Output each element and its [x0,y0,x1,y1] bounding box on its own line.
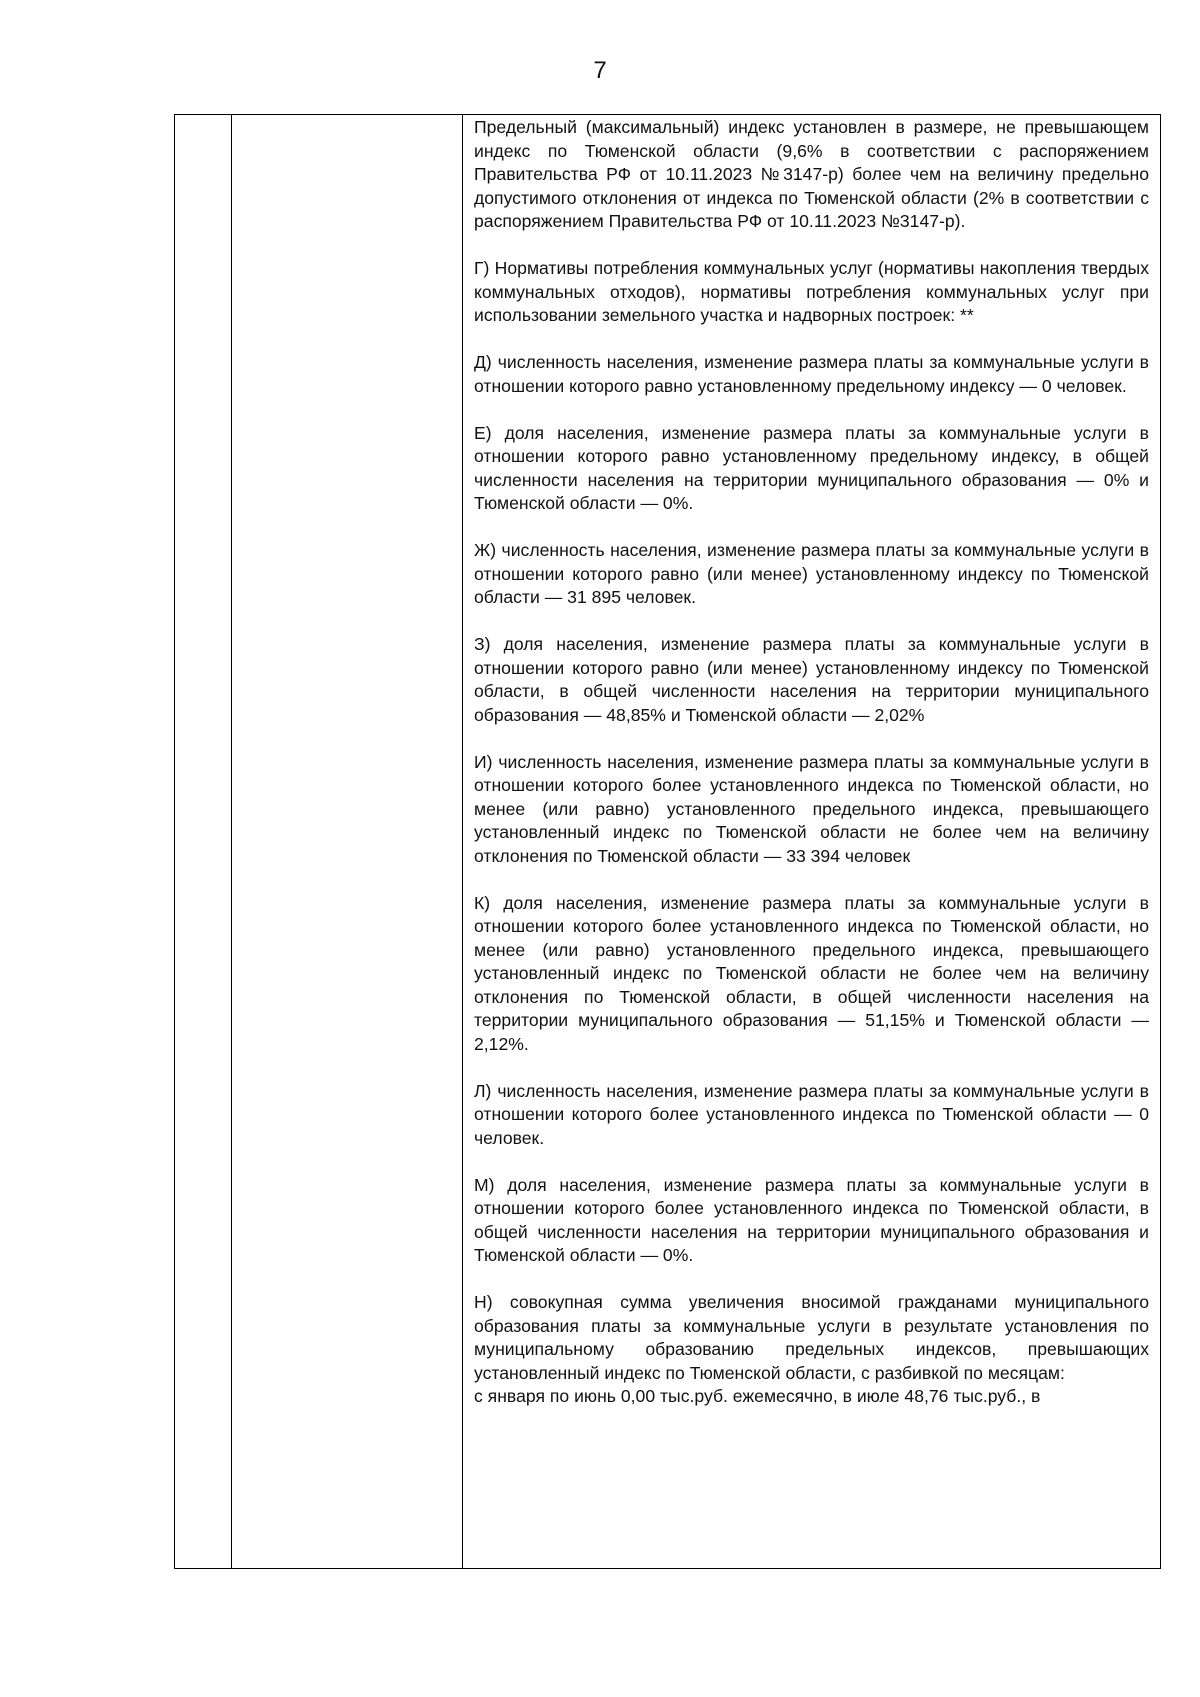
paragraph-l: Л) численность населения, изменение размера платы за коммунальные услуги в отношении которого более установленного индекса по Тюменской области — 0 человек. [474,1080,1149,1148]
paragraph-index-note: Предельный (максимальный) индекс установлен в размере, не превышающем индекс по Тюменской области (9,6% в соответствии с распоряжением Правительства РФ от 10.11.2023 №3147-р) более чем на величину предельно допустимого отклонения от индекса по Тюменской области (2% в соответствии с распоряжением Правительства РФ от 10.11.2023 №3147-р). [474,117,1149,231]
paragraph-m: М) доля населения, изменение размера платы за коммунальные услуги в отношении которого более установленного индекса по Тюменской области, в общей численности населения на территории муниципального образования и Тюменской области — 0%. [474,1174,1149,1265]
paragraph-e: Е) доля населения, изменение размера платы за коммунальные услуги в отношении которого равно установленному предельному индексу, в общей численности населения на территории муниципального образования — 0% и Тюменской области — 0%. [474,422,1149,513]
paragraph-k: К) доля населения, изменение размера платы за коммунальные услуги в отношении которого более установленного индекса по Тюменской области, но менее (или равно) установленного предельного индекса, превышающего установленный индекс по Тюменской области не более чем на величину отклонения по Тюменской области, в общей численности населения на территории муниципального образования — 51,15% и Тюменской области — 2,12%. [474,892,1149,1054]
content-cell [463,115,1161,1569]
paragraph-zh: Ж) численность населения, изменение размера платы за коммунальные услуги в отношении которого равно (или менее) установленному индексу по Тюменской области — 31 895 человек. [474,540,1149,607]
document-table [174,114,1161,1569]
name-cell [232,115,463,1569]
paragraph-i: И) численность населения, изменение размера платы за коммунальные услуги в отношении которого более установленного индекса по Тюменской области, но менее (или равно) установленного предельного индекса, превышающего установленный индекс по Тюменской области не более чем на величину отклонения по Тюменской области — 33 394 человек [474,751,1149,866]
paragraph-z: З) доля населения, изменение размера платы за коммунальные услуги в отношении которого равно (или менее) установленному индексу по Тюменской области, в общей численности населения на территории муниципального образования — 48,85% и Тюменской области — 2,02% [474,634,1149,725]
table-row [175,115,1161,1569]
paragraph-g: Г) Нормативы потребления коммунальных услуг (нормативы накопления твердых коммунальных отходов), нормативы потребления коммунальных услуг при использовании земельного участка и надворных построек: ** [474,258,1149,325]
paragraph-d: Д) численность населения, изменение размера платы за коммунальные услуги в отношении которого равно установленному предельному индексу — 0 человек. [474,352,1149,396]
page-number: 7 [593,57,607,84]
number-cell [175,115,232,1569]
paragraph-n: Н) совокупная сумма увеличения вносимой гражданами муниципального образования платы за коммунальные услуги в результате установления по муниципальному образованию предельных индексов, превышающих установленный индекс по Тюменской области, с разбивкой по месяцам: [474,1292,1149,1383]
paragraph-monthly-breakdown: с января по июнь 0,00 тыс.руб. ежемесячно, в июле 48,76 тыс.руб., в [474,1386,1041,1406]
